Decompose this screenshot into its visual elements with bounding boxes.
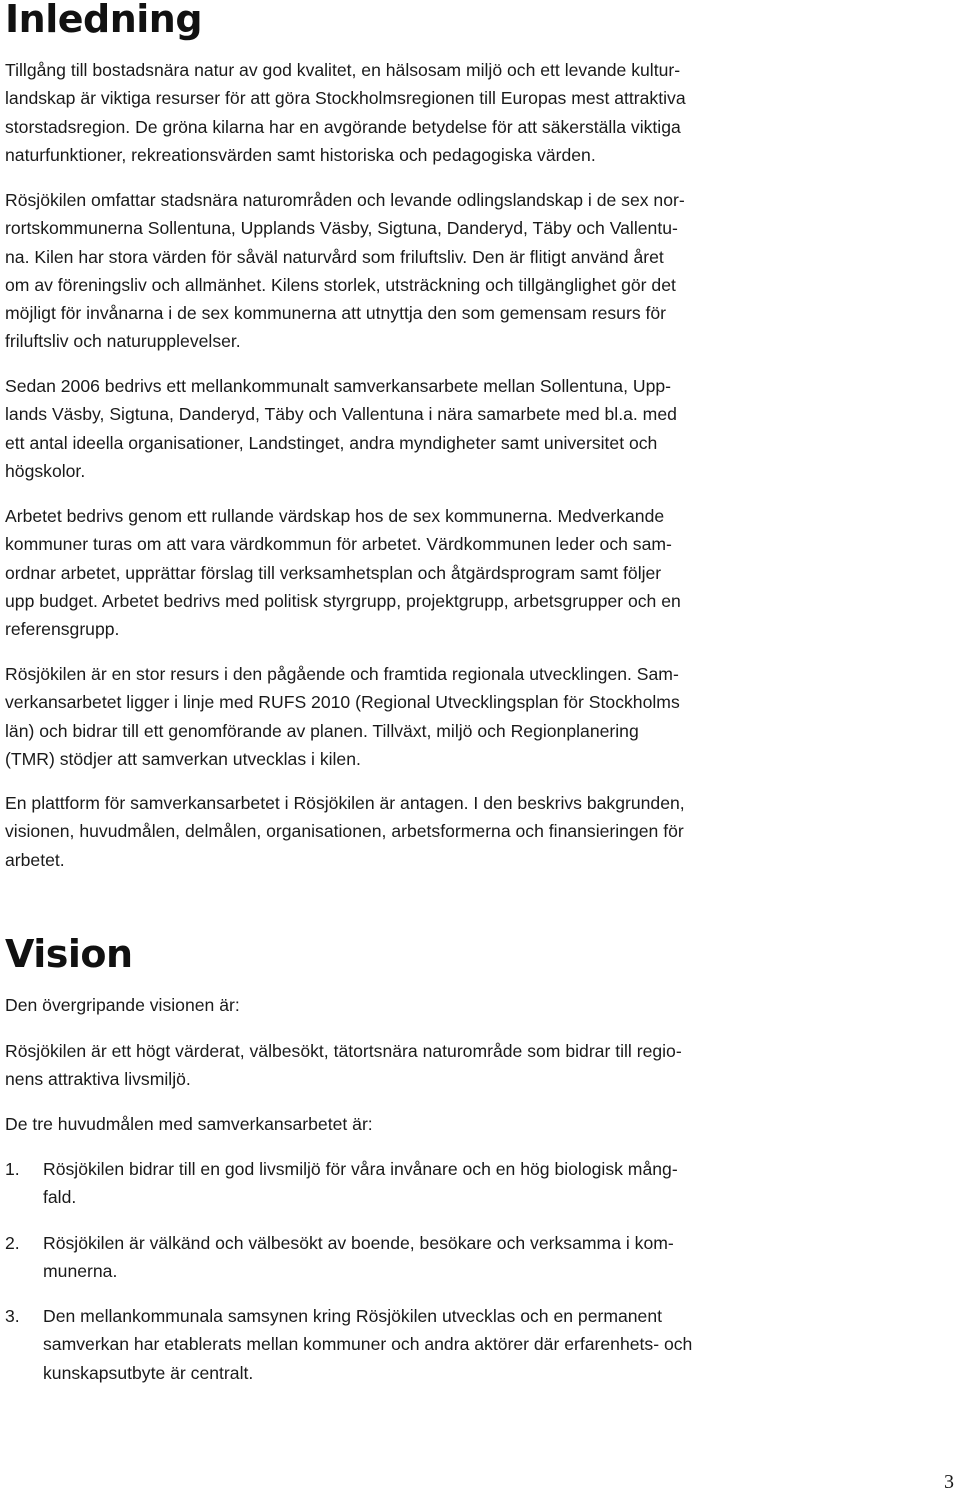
- text-line: Rösjökilen är ett högt värderat, välbesökt, tätortsnära naturområde som bidrar till regio-: [5, 1041, 682, 1061]
- text-line: landskap är viktiga resurser för att göra Stockholmsregionen till Europas mest attraktiva: [5, 88, 686, 109]
- text-line: kunskapsutbyte är centralt.: [43, 1362, 254, 1383]
- intro-paragraph-2: [5, 186, 805, 356]
- intro-paragraph-4: [5, 502, 805, 643]
- text-line: Rösjökilen omfattar stadsnära naturområden och levande odlingslandskap i de sex nor-: [5, 190, 685, 210]
- goal-item: [5, 1302, 805, 1387]
- text-line: lands Väsby, Sigtuna, Danderyd, Täby och Vallentuna i nära samarbete med bl.a. med: [5, 404, 677, 425]
- text-line: fald.: [43, 1187, 77, 1208]
- text-line: Den mellankommunala samsynen kring Rösjökilen utvecklas och en permanent: [43, 1306, 663, 1326]
- text-line: visionen, huvudmålen, delmålen, organisationen, arbetsformerna och finansieringen för: [5, 821, 684, 842]
- text-line: rortskommunerna Sollentuna, Upplands Väsby, Sigtuna, Danderyd, Täby och Vallentu-: [5, 218, 678, 239]
- goal-item: [5, 1229, 805, 1286]
- text-line: ordnar arbetet, upprättar förslag till verksamhetsplan och åtgärdsprogram samt följer: [5, 562, 662, 583]
- goals-intro: [5, 1110, 805, 1138]
- text-line: län) och bidrar till ett genomförande av planen. Tillväxt, miljö och Regionplanering: [5, 720, 639, 741]
- text-line: Tillgång till bostadsnära natur av god kvalitet, en hälsosam miljö och ett levande kultur-: [5, 60, 681, 80]
- page-number: 3: [944, 1471, 954, 1493]
- section-heading-intro: Inledning: [5, 0, 203, 41]
- goal-number: 2.: [5, 1233, 20, 1253]
- text-line: kommuner turas om att vara värdkommun för arbetet. Värdkommunen leder och sam-: [5, 534, 672, 555]
- text-line: Rösjökilen är en stor resurs i den pågående och framtida regionala utvecklingen. Sam-: [5, 664, 679, 684]
- text-line: Arbetet bedrivs genom ett rullande värdskap hos de sex kommunerna. Medverkande: [5, 506, 665, 526]
- text-line: Rösjökilen är välkänd och välbesökt av boende, besökare och verksamma i kom-: [43, 1233, 674, 1253]
- section-heading-vision: Vision: [5, 932, 133, 976]
- text-line: En plattform för samverkansarbetet i Rösjökilen är antagen. I den beskrivs bakgrunden,: [5, 793, 685, 813]
- text-line: storstadsregion. De gröna kilarna har en avgörande betydelse för att säkerställa viktiga: [5, 116, 681, 137]
- text-line: Rösjökilen bidrar till en god livsmiljö för våra invånare och en hög biologisk mång-: [43, 1159, 678, 1179]
- text-line: verkansarbetet ligger i linje med RUFS 2010 (Regional Utvecklingsplan för Stockholms: [5, 692, 680, 713]
- intro-paragraph-6: [5, 789, 805, 874]
- text-line: friluftsliv och naturupplevelser.: [5, 331, 241, 352]
- text-line: na. Kilen har stora värden för såväl naturvård som friluftsliv. Den är flitigt använd året: [5, 246, 664, 267]
- text-line: möjligt för invånarna i de sex kommunerna att utnyttja den som gemensam resurs för: [5, 303, 667, 324]
- goal-item: [5, 1155, 805, 1212]
- goal-number: 1.: [5, 1159, 20, 1179]
- vision-statement: [5, 1037, 805, 1094]
- intro-paragraph-5: [5, 660, 805, 773]
- text-line: nens attraktiva livsmiljö.: [5, 1069, 191, 1090]
- goals-list: [5, 1155, 805, 1212]
- text-line: referensgrupp.: [5, 619, 120, 640]
- text-line: samverkan har etablerats mellan kommuner och andra aktörer där erfarenhets- och: [43, 1334, 693, 1355]
- text-line: ett antal ideella organisationer, Landstinget, andra myndigheter samt universitet och: [5, 432, 658, 453]
- text-line: om av föreningsliv och allmänhet. Kilens storlek, utsträckning och tillgänglighet gör det: [5, 274, 676, 295]
- text-line: munerna.: [43, 1261, 118, 1282]
- text-line: (TMR) stödjer att samverkan utvecklas i kilen.: [5, 748, 361, 769]
- text-line: De tre huvudmålen med samverkansarbetet är:: [5, 1114, 373, 1134]
- text-line: upp budget. Arbetet bedrivs med politisk styrgrupp, projektgrupp, arbetsgrupper och en: [5, 590, 681, 611]
- intro-paragraph-1: [5, 56, 805, 169]
- text-line: arbetet.: [5, 849, 65, 870]
- vision-lead: [5, 991, 805, 1019]
- intro-paragraph-3: [5, 372, 805, 485]
- text-line: naturfunktioner, rekreationsvärden samt historiska och pedagogiska värden.: [5, 144, 596, 165]
- text-line: högskolor.: [5, 460, 86, 481]
- text-line: Den övergripande visionen är:: [5, 995, 240, 1015]
- goals-list: [5, 1229, 805, 1286]
- goals-list: [5, 1302, 805, 1387]
- goal-number: 3.: [5, 1306, 20, 1326]
- text-line: Sedan 2006 bedrivs ett mellankommunalt samverkansarbete mellan Sollentuna, Upp-: [5, 376, 671, 396]
